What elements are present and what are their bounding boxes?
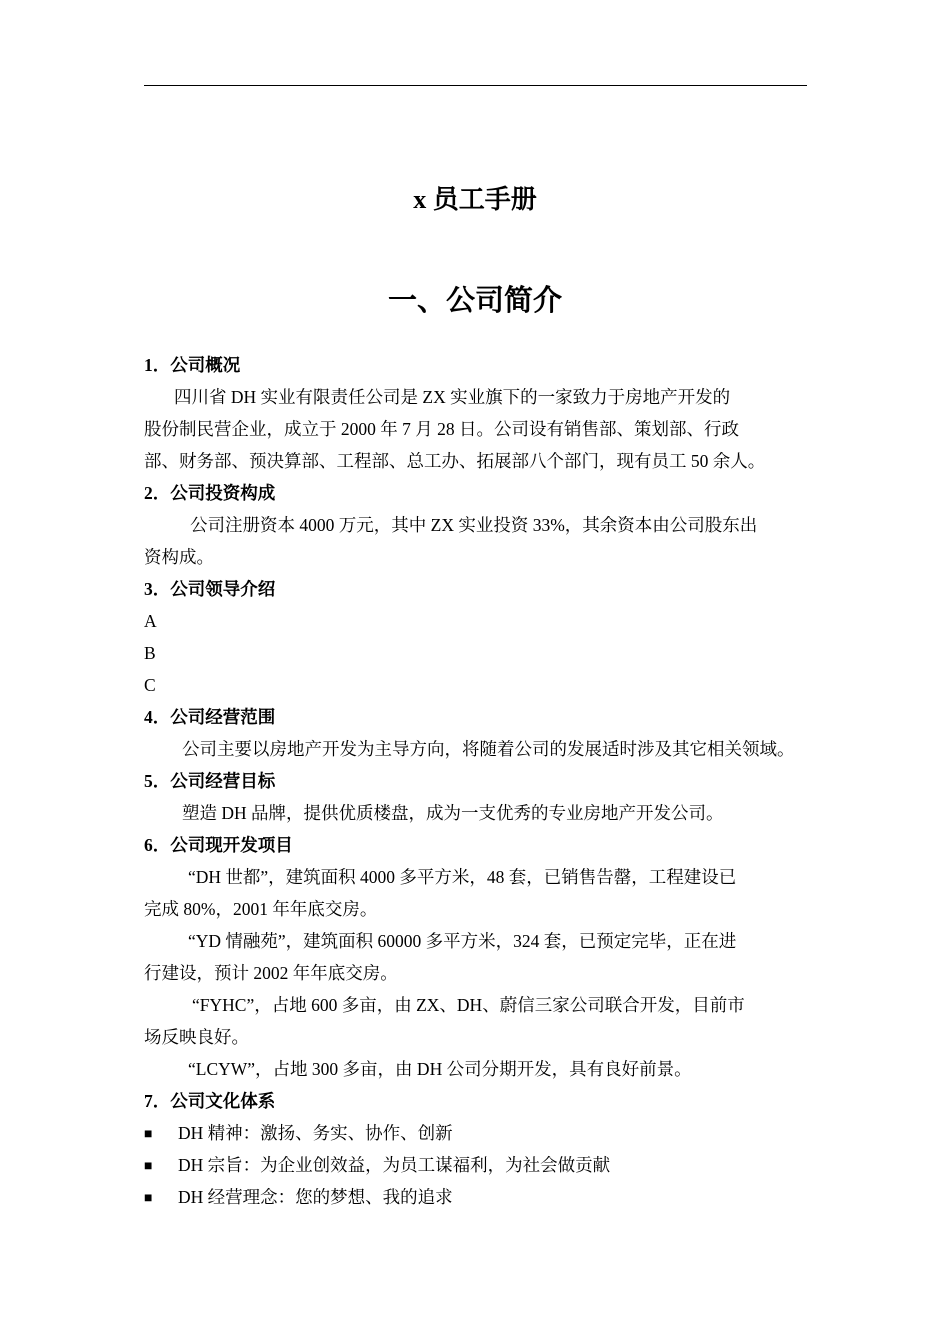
paragraph-line: “DH 世都”，建筑面积 4000 多平方米，48 套，已销售告罄，工程建设已 — [188, 867, 737, 887]
chapter-title: 一、公司简介 — [387, 285, 562, 317]
bullet-text: DH 宗旨：为企业创效益，为员工谋福利，为社会做贡献 — [178, 1155, 611, 1175]
document-title: x 员工手册 — [413, 185, 537, 214]
paragraph-line: “LCYW”，占地 300 多亩，由 DH 公司分期开发，具有良好前景。 — [188, 1059, 692, 1079]
section-heading-investment: 2．公司投资构成 — [144, 483, 276, 503]
leader-item: A — [144, 611, 157, 631]
bullet-text: DH 精神：激扬、务实、协作、创新 — [178, 1123, 453, 1143]
paragraph-line: 塑造 DH 品牌，提供优质楼盘，成为一支优秀的专业房地产开发公司。 — [182, 803, 724, 823]
bullet-item — [144, 1117, 453, 1149]
bullet-item — [144, 1149, 610, 1181]
bullet-item — [144, 1181, 453, 1213]
bullet-text: DH 经营理念：您的梦想、我的追求 — [178, 1187, 453, 1207]
paragraph-line: 部、财务部、预决算部、工程部、总工办、拓展部八个部门，现有员工 50 余人。 — [144, 451, 766, 471]
section-heading-culture: 7．公司文化体系 — [144, 1091, 276, 1111]
header-rule — [144, 85, 807, 86]
paragraph-line: 公司注册资本 4000 万元，其中 ZX 实业投资 33%，其余资本由公司股东出 — [190, 515, 758, 535]
paragraph-line: 完成 80%，2001 年年底交房。 — [144, 899, 378, 919]
square-bullet-icon: ■ — [144, 1191, 153, 1206]
section-heading-projects: 6．公司现开发项目 — [144, 835, 293, 855]
leader-item: B — [144, 643, 156, 663]
square-bullet-icon: ■ — [144, 1127, 153, 1142]
square-bullet-icon: ■ — [144, 1159, 153, 1174]
paragraph-line: “YD 情融苑”，建筑面积 60000 多平方米，324 套，已预定完毕，正在进 — [188, 931, 737, 951]
paragraph-line: “FYHC”，占地 600 多亩，由 ZX、DH、蔚信三家公司联合开发，目前市 — [192, 995, 745, 1015]
paragraph-line: 公司主要以房地产开发为主导方向，将随着公司的发展适时涉及其它相关领域。 — [182, 739, 795, 759]
section-heading-goals: 5．公司经营目标 — [144, 771, 276, 791]
paragraph-line: 股份制民营企业，成立于 2000 年 7 月 28 日。公司设有销售部、策划部、行政 — [144, 419, 739, 439]
paragraph-line: 行建设，预计 2002 年年底交房。 — [144, 963, 398, 983]
section-heading-leaders: 3．公司领导介绍 — [144, 579, 276, 599]
paragraph-line: 场反映良好。 — [144, 1027, 249, 1047]
leader-item: C — [144, 675, 156, 695]
section-heading-scope: 4．公司经营范围 — [144, 707, 276, 727]
section-heading-overview: 1．公司概况 — [144, 355, 241, 375]
paragraph-line: 四川省 DH 实业有限责任公司是 ZX 实业旗下的一家致力于房地产开发的 — [174, 387, 731, 407]
paragraph-line: 资构成。 — [144, 547, 214, 567]
